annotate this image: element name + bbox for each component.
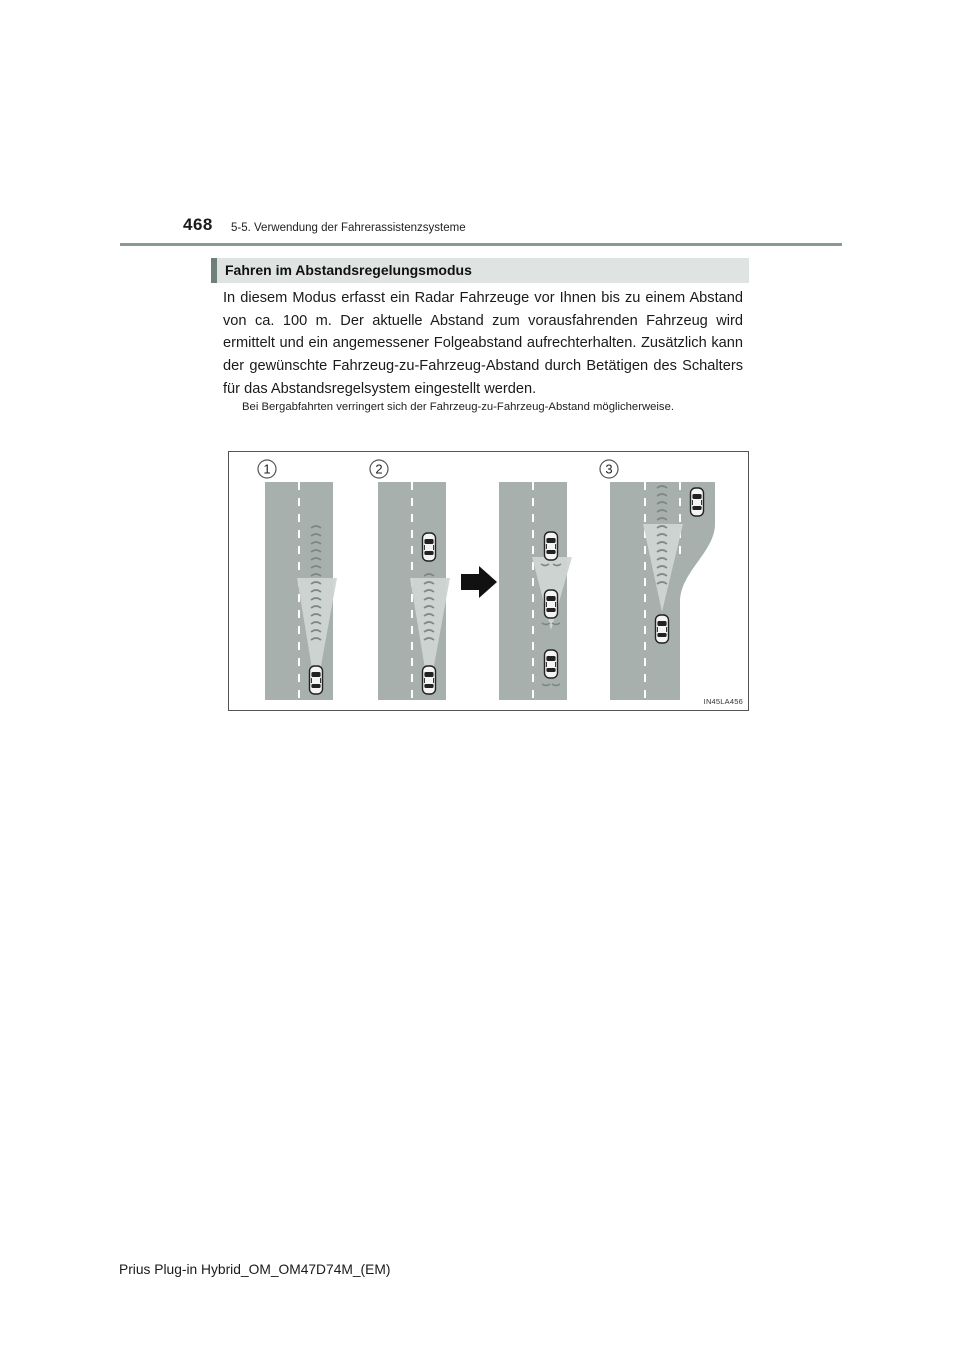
footer-document-id: Prius Plug-in Hybrid_OM_OM47D74M_(EM) <box>119 1262 391 1277</box>
svg-text:1: 1 <box>263 461 271 477</box>
figure-code: IN45LA456 <box>703 697 743 706</box>
road-panel-1 <box>265 482 337 700</box>
body-paragraph: In diesem Modus erfasst ein Radar Fahrzeuge vor Ihnen bis zu einem Abstand von ca. 100 m. Der aktuelle Abstand zum vorausfahrenden Fahrzeug wird ermittelt und ein angemessener Folgeabstand aufrechterhalten. Zusätzlich kann der gewünschte Fahrzeug-zu-Fahrzeug-Abstand durch Betätigen des Schalters für das Abstandsregelsystem eingestellt werden. <box>223 290 743 397</box>
car-icon <box>545 532 558 560</box>
car-icon <box>423 533 436 561</box>
road-panel-4 <box>610 482 715 700</box>
callout-2 <box>370 460 388 478</box>
car-icon <box>656 615 669 643</box>
section-breadcrumb: 5-5. Verwendung der Fahrerassistenzsysteme <box>231 222 466 234</box>
page-number: 468 <box>183 215 213 234</box>
road-illustration <box>229 452 750 712</box>
road-panel-3 <box>499 482 572 700</box>
section-heading-bar <box>211 258 749 283</box>
callout-1 <box>258 460 276 478</box>
car-icon <box>545 590 558 618</box>
car-icon <box>423 666 436 694</box>
note-paragraph: Bei Bergabfahrten verringert sich der Fahrzeug-zu-Fahrzeug-Abstand möglicherweise. <box>242 401 675 413</box>
section-heading: Fahren im Abstandsregelungsmodus <box>225 262 472 278</box>
road-panel-2 <box>378 482 450 700</box>
header-divider <box>120 243 842 246</box>
callout-3 <box>600 460 618 478</box>
car-icon <box>691 488 704 516</box>
illustration-figure <box>228 451 749 711</box>
car-icon <box>545 650 558 678</box>
svg-text:2: 2 <box>375 461 383 477</box>
heading-accent <box>211 258 217 283</box>
car-icon <box>310 666 323 694</box>
svg-text:3: 3 <box>605 461 613 477</box>
arrow-right-icon <box>461 566 497 598</box>
